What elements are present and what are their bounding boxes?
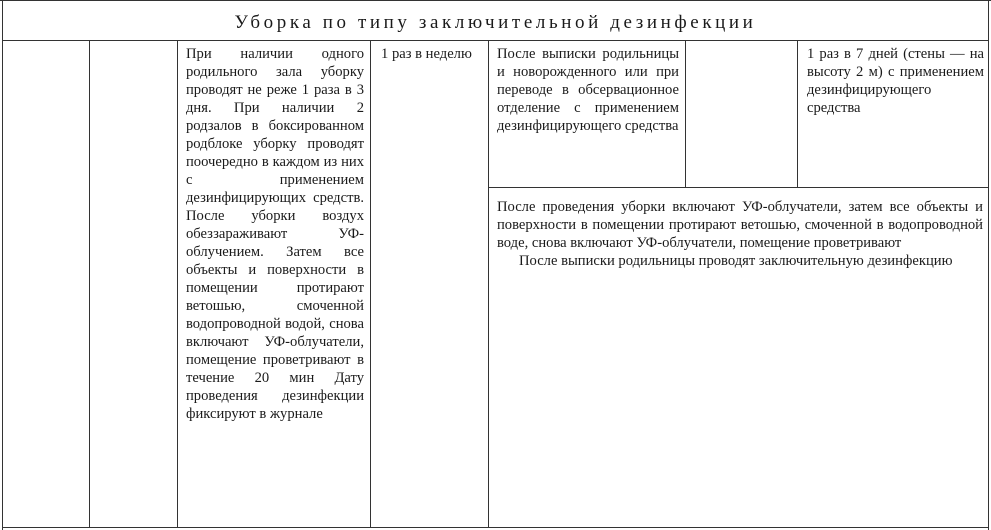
section-heading: Уборка по типу заключительной дезинфекции xyxy=(234,12,757,33)
table-left-border xyxy=(2,0,3,530)
heading-underline xyxy=(2,40,989,41)
cell-after-discharge xyxy=(497,45,679,135)
cell-method xyxy=(186,45,364,423)
cell-frequency-text: 1 раз в неделю xyxy=(381,46,472,62)
cell-method-text: При наличии одного родильного зала уборку проводят не реже 1 раза в 3 дня. При наличии 2 родзалов в боксированном родблоке уборку проводят поочередно в каждом из них с применением дезинфицирующих средств. После уборки воздух обеззараживают УФ-облучением. Затем все объекты и поверхности в помещении протирают ветошью, смоченной водопроводной водой, снова включают УФ-облучатели, помещение проветривают в течение 20 мин Дату проведения дезинфекции фиксируют в журнале xyxy=(186,46,364,422)
merged-cell-top-border xyxy=(488,187,989,188)
col-divider-6 xyxy=(797,40,798,188)
col-divider-2 xyxy=(177,40,178,528)
table-top-border xyxy=(0,0,991,1)
cell-frequency xyxy=(381,45,481,63)
merged-cell-paragraph-1: После проведения уборки включают УФ-облучатели, затем все объекты и поверхности в помещении протирают ветошью, смоченной в водопроводной воде, снова включают УФ-облучатели, помещение проветривают xyxy=(497,199,983,251)
table-right-border xyxy=(988,0,989,530)
merged-cell xyxy=(497,198,983,270)
col-divider-5 xyxy=(685,40,686,188)
col-divider-1 xyxy=(89,40,90,528)
cell-walls xyxy=(807,45,984,117)
col-divider-4 xyxy=(488,40,489,528)
cell-after-discharge-text: После выписки родильницы и новорожденного или при переводе в обсервационное отделение с применением дезинфицирующего средства xyxy=(497,46,679,134)
merged-cell-paragraph-2: После выписки родильницы проводят заключительную дезинфекцию xyxy=(519,253,953,269)
table-bottom-border xyxy=(2,527,989,528)
cell-walls-text: 1 раз в 7 дней (стены — на высоту 2 м) с применением дезинфицирующего средства xyxy=(807,46,984,116)
col-divider-3 xyxy=(370,40,371,528)
